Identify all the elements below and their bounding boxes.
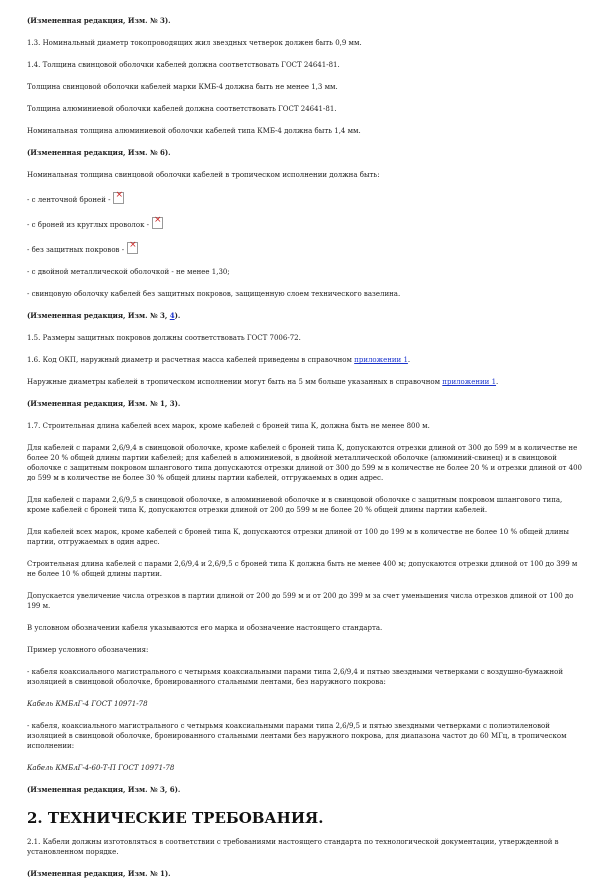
amendment-note: (Измененная редакция, Изм. № 1, 3). bbox=[27, 399, 181, 408]
amendment-note: (Измененная редакция, Изм. № 6). bbox=[27, 148, 171, 157]
document-page bbox=[27, 0, 582, 879]
clause-2-1: 2.1. Кабели должны изготовляться в соответствии с требованиями настоящего стандарта по технологической документации, утвержденной в установленном порядке. bbox=[27, 838, 559, 856]
paragraph: Толщина свинцовой оболочки кабелей марки КМБ-4 должна быть не менее 1,3 мм. bbox=[27, 83, 338, 91]
paragraph-text-end: . bbox=[496, 378, 499, 386]
paragraph: Допускается увеличение числа отрезков в партии длиной от 200 до 599 м и от 200 до 399 м за счет уменьшения числа отрезков длиной от 100 до 199 м. bbox=[27, 592, 574, 610]
paragraph: Строительная длина кабелей с парами 2,6/9,4 и 2,6/9,5 с броней типа К должна быть не менее 400 м; допускаются отрезки длиной от 100 до 399 м не более 10 % общей длины партии. bbox=[27, 560, 578, 578]
example-designation: Кабель КМБлГ-4-60-Т-П ГОСТ 10971-78 bbox=[27, 764, 175, 772]
paragraph bbox=[27, 377, 582, 387]
example-item: - кабеля, коаксиального магистрального с четырьмя коаксиальными парами типа 2,6/9,5 и пятью звездными четверками с полиэтиленовой изоляцией в свинцовой оболочке, бронированного стальными лентами без наружного покрова, для диапазона частот до 60 МГц, в тропическом исполнении: bbox=[27, 722, 567, 750]
amendment-text-end: ). bbox=[174, 311, 181, 320]
list-item: - с двойной металлической оболочкой - не менее 1,30; bbox=[27, 268, 230, 276]
list-item bbox=[27, 192, 582, 205]
paragraph: Пример условного обозначения: bbox=[27, 646, 149, 654]
example-item: - кабеля коаксиального магистрального с четырьмя коаксиальными парами типа 2,6/9,4 и пятью звездными четверками с воздушно-бумажной изоляцией в свинцовой оболочке, бронированного стальными лентами, без наружного покрова: bbox=[27, 668, 564, 686]
section-heading: 2. ТЕХНИЧЕСКИЕ ТРЕБОВАНИЯ. bbox=[27, 809, 324, 827]
list-item-text: - с броней из круглых проволок - bbox=[27, 221, 150, 229]
broken-image-icon bbox=[113, 192, 124, 204]
list-item-text: - без защитных покровов - bbox=[27, 246, 125, 254]
paragraph: Номинальная толщина свинцовой оболочки кабелей в тропическом исполнении должна быть: bbox=[27, 171, 380, 179]
list-item bbox=[27, 242, 582, 255]
appendix-1-link[interactable]: приложении 1 bbox=[442, 378, 497, 386]
paragraph: В условном обозначении кабеля указываются его марка и обозначение настоящего стандарта. bbox=[27, 624, 383, 632]
clause-text-end: . bbox=[407, 356, 411, 364]
amendment-note: (Измененная редакция, Изм. № 1). bbox=[27, 869, 171, 878]
amendment-note: (Измененная редакция, Изм. № 3). bbox=[27, 16, 171, 25]
paragraph-text: Наружные диаметры кабелей в тропическом исполнении могут быть на 5 мм больше указанных в справочном bbox=[27, 378, 441, 386]
broken-image-icon bbox=[127, 242, 138, 254]
clause-1-5: 1.5. Размеры защитных покровов должны соответствовать ГОСТ 7006-72. bbox=[27, 334, 301, 342]
example-designation: Кабель КМБлГ-4 ГОСТ 10971-78 bbox=[27, 700, 148, 708]
amendment-note: (Измененная редакция, Изм. № 3, 6). bbox=[27, 785, 181, 794]
list-item bbox=[27, 217, 582, 230]
clause-1-6 bbox=[27, 355, 582, 365]
amendment-4-link[interactable]: 4 bbox=[169, 311, 175, 320]
amendment-text: (Измененная редакция, Изм. № 3, bbox=[27, 311, 168, 320]
paragraph: Номинальная толщина алюминиевой оболочки кабелей типа КМБ-4 должна быть 1,4 мм. bbox=[27, 127, 361, 135]
amendment-note bbox=[27, 311, 582, 321]
appendix-1-link[interactable]: приложении 1 bbox=[354, 356, 408, 364]
clause-1-3: 1.3. Номинальный диаметр токопроводящих жил звездных четверок должен быть 0,9 мм. bbox=[27, 39, 362, 47]
paragraph: Для кабелей с парами 2,6/9,5 в свинцовой оболочке, в алюминиевой оболочке и в свинцовой оболочке с защитным покровом шлангового типа, кроме кабелей с броней типа К, допускаются отрезки длиной от 200 до 599 м не более 20 % общей длины партии кабелей. bbox=[27, 496, 563, 514]
clause-1-4: 1.4. Толщина свинцовой оболочки кабелей должна соответствовать ГОСТ 24641-81. bbox=[27, 61, 340, 69]
clause-text: 1.6. Код ОКП, наружный диаметр и расчетная масса кабелей приведены в справочном bbox=[27, 356, 352, 364]
paragraph: Для кабелей всех марок, кроме кабелей с броней типа К, допускаются отрезки длиной от 100 до 199 м в количестве не более 10 % общей длины партии, отгружаемых в один адрес. bbox=[27, 528, 569, 546]
paragraph: Толщина алюминиевой оболочки кабелей должна соответствовать ГОСТ 24641-81. bbox=[27, 105, 337, 113]
list-item-text: - с ленточной броней - bbox=[27, 196, 111, 204]
broken-image-icon bbox=[152, 217, 163, 229]
list-item: - свинцовую оболочку кабелей без защитных покровов, защищенную слоем технического вазелина. bbox=[27, 290, 401, 298]
clause-1-7: 1.7. Строительная длина кабелей всех марок, кроме кабелей с броней типа К, должна быть не менее 800 м. bbox=[27, 422, 430, 430]
paragraph: Для кабелей с парами 2,6/9,4 в свинцовой оболочке, кроме кабелей с броней типа К, допускаются отрезки длиной от 300 до 599 м в количестве не более 20 % общей длины партии кабелей; для кабелей в алюминиевой, в двойной металлической оболочке (алюминий-свинец) и в свинцовой оболочке с защитным покровом шлангового типа допускаются отрезки длиной от 300 до 599 м в количестве не более 20 % и отрезки длиной от 400 до 599 м в количестве не более 30 % общей длины партии кабелей, отгружаемых в один адрес. bbox=[27, 444, 582, 482]
